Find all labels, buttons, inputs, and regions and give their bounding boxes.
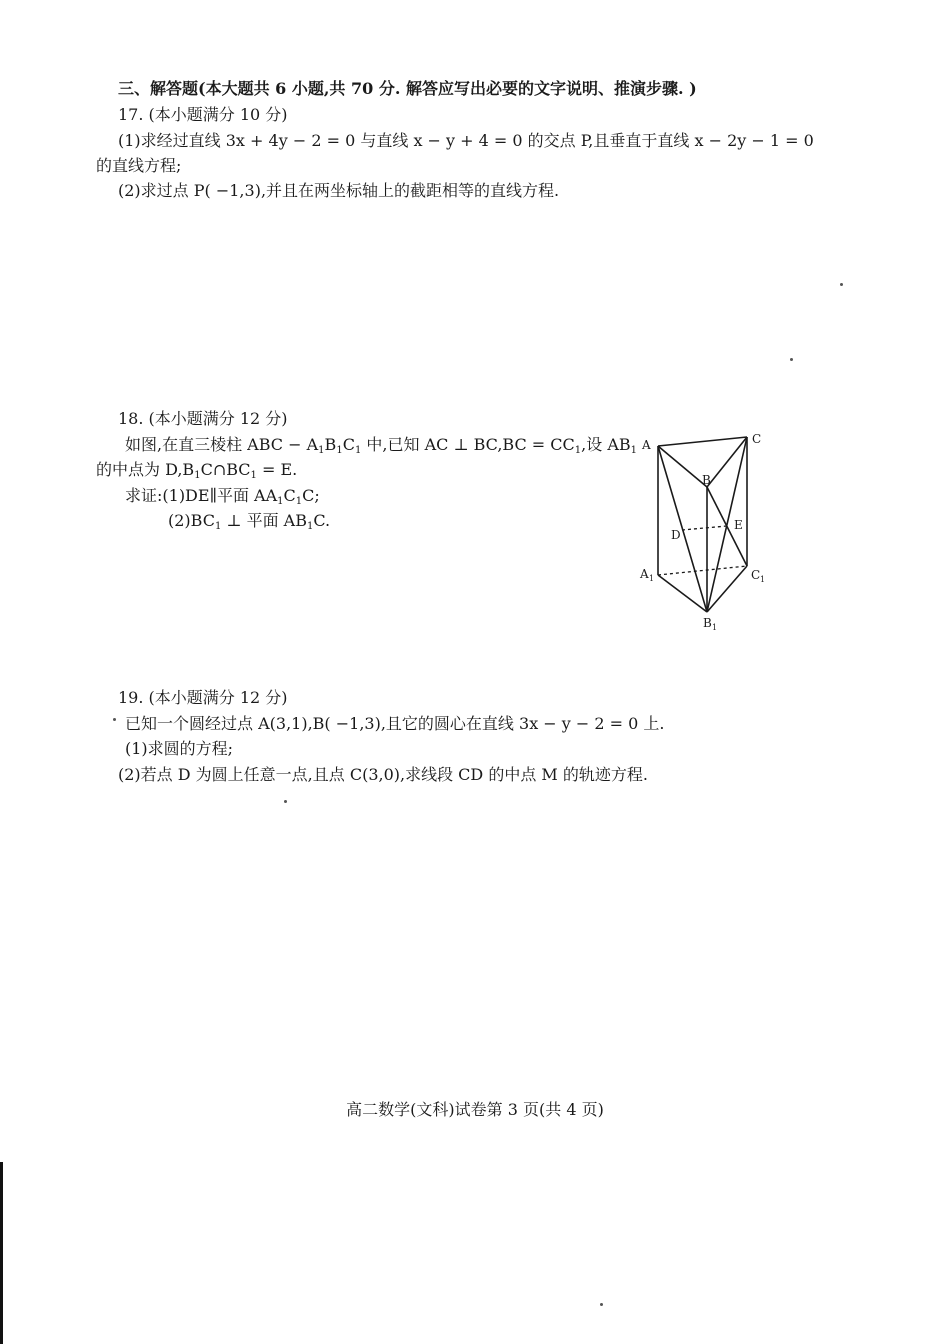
q18-line1-a: 如图,在直三棱柱 ABC − A [125,435,319,454]
diag-AB1 [658,446,707,612]
q19-part2: (2)若点 D 为圆上任意一点,且点 C(3,0),求线段 CD 的中点 M 的轨迹方程. [118,765,648,784]
q18-title: 18. (本小题满分 12 分) [118,409,288,428]
dashed-DE [682,526,727,530]
sub: 1 [574,445,582,456]
scan-speck [113,718,116,721]
label-B: B [702,473,711,487]
label-C1: C [751,568,761,582]
label-B1: B [703,616,712,630]
q19-line1: 已知一个圆经过点 A(3,1),B( −1,3),且它的圆心在直线 3x − y − 2 = 0 上. [125,714,665,733]
q17-part1-line2: 的直线方程; [96,156,182,175]
sub: 1 [250,470,257,481]
q18-proof1-b: C [283,486,296,505]
edge-A1B1 [658,575,707,612]
q17-part2: (2)求过点 P( −1,3),并且在两坐标轴上的截距相等的直线方程. [118,181,560,200]
sub: 1 [354,445,362,456]
sub: 1 [214,521,222,532]
scan-speck [600,1303,603,1306]
scan-speck [284,800,287,803]
label-C1-sub: 1 [760,575,766,584]
q18-line2-c: = E. [256,460,298,479]
prism-figure [630,425,775,635]
sub: 1 [630,445,638,456]
q19-title: 19. (本小题满分 12 分) [118,688,288,707]
sub: 1 [318,445,325,456]
sub: 1 [194,470,201,481]
sub: 1 [306,521,314,532]
sub: 1 [277,496,284,507]
q18-line1-c: C [342,435,355,454]
q18-proof1-a: 求证:(1)DE∥平面 AA [125,486,278,505]
q18-line1 [125,434,637,456]
q18-proof1 [125,485,320,507]
scan-speck [790,358,793,361]
q19-part1: (1)求圆的方程; [125,739,234,758]
scan-speck [840,283,843,286]
q18-proof2 [168,510,330,532]
q18-proof2-a: (2)BC [168,511,215,530]
page-footer: 高二数学(文科)试卷第 3 页(共 4 页) [346,1100,604,1119]
dashed-A1C1 [658,566,747,575]
label-E: E [734,518,743,532]
label-A1-sub: 1 [649,574,655,583]
q18-line1-e: ,设 AB [581,435,631,454]
edge-AC [658,437,747,446]
scan-edge-mark [0,1162,3,1344]
label-A1: A [640,567,649,581]
q18-proof2-b: ⊥ 平面 AB [221,511,307,530]
q18-line1-d: 中,已知 AC ⊥ BC,BC = CC [361,435,575,454]
label-C: C [752,432,762,446]
q17-title: 17. (本小题满分 10 分) [118,105,288,124]
label-D: D [671,528,681,542]
q18-line2-a: 的中点为 D,B [96,460,195,479]
q18-line2-b: C∩BC [200,460,251,479]
q18-proof2-c: C. [313,511,331,530]
q18-proof1-c: C; [302,486,320,505]
edge-AB [658,446,707,487]
section-header: 三、解答题(本大题共 6 小题,共 70 分. 解答应写出必要的文字说明、推演步骤. ) [118,79,697,98]
label-B1-sub: 1 [712,623,718,632]
q18-line2 [96,459,297,481]
sub: 1 [336,445,343,456]
label-A: A [642,438,651,452]
q17-part1-line1: (1)求经过直线 3x + 4y − 2 = 0 与直线 x − y + 4 = 0 的交点 P,且垂直于直线 x − 2y − 1 = 0 [118,131,814,150]
sub: 1 [295,496,303,507]
q18-line1-b: B [324,435,337,454]
